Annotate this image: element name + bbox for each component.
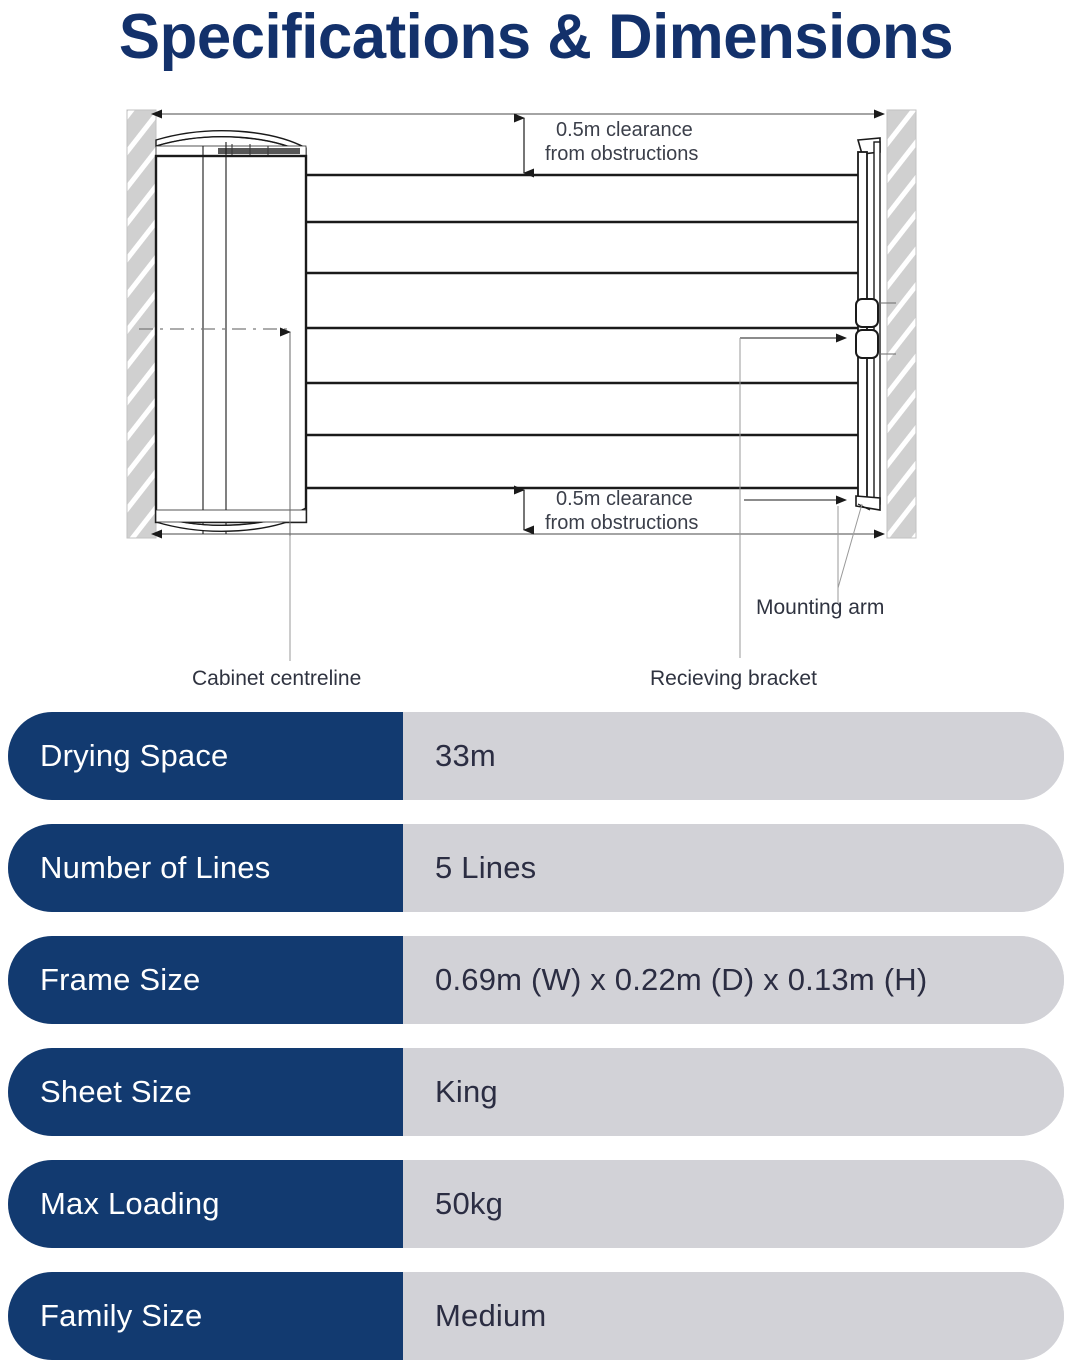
spec-label-max-loading: Max Loading [8, 1160, 403, 1248]
mounting-arm-leader [744, 500, 862, 604]
table-row [8, 1048, 1064, 1136]
cabinet-centreline-label: Cabinet centreline [192, 667, 362, 690]
table-row [8, 824, 1064, 912]
product-dimension-diagram [0, 96, 1072, 706]
spec-label-number-of-lines: Number of Lines [8, 824, 403, 912]
clothes-lines [306, 175, 862, 488]
table-row [8, 712, 1064, 800]
specifications-table [8, 712, 1064, 1372]
clearance-bottom-label-line2: from obstructions [545, 512, 699, 534]
recieving-bracket-label: Recieving bracket [650, 667, 817, 690]
spec-value-number-of-lines: 5 Lines [403, 824, 1064, 912]
spec-value-family-size: Medium [403, 1272, 1064, 1360]
clearance-dimension-top [524, 118, 698, 173]
table-row [8, 936, 1064, 1024]
clearance-top-label-line2: from obstructions [545, 143, 699, 165]
clearance-bottom-label-line1: 0.5m clearance [556, 488, 693, 510]
clearance-dimension-bottom [524, 488, 698, 534]
spec-value-max-loading: 50kg [403, 1160, 1064, 1248]
table-row [8, 1272, 1064, 1360]
cabinet-body [156, 131, 306, 534]
spec-label-sheet-size: Sheet Size [8, 1048, 403, 1136]
mounting-arm-label: Mounting arm [756, 596, 885, 619]
spec-value-drying-space: 33m [403, 712, 1064, 800]
table-row [8, 1160, 1064, 1248]
spec-value-frame-size: 0.69m (W) x 0.22m (D) x 0.13m (H) [403, 936, 1064, 1024]
spec-value-sheet-size: King [403, 1048, 1064, 1136]
spec-label-frame-size: Frame Size [8, 936, 403, 1024]
spec-label-family-size: Family Size [8, 1272, 403, 1360]
right-wall [887, 110, 916, 538]
clearance-top-label-line1: 0.5m clearance [556, 119, 693, 141]
spec-label-drying-space: Drying Space [8, 712, 403, 800]
left-wall [127, 110, 156, 538]
page-title: Specifications & Dimensions [118, 2, 954, 72]
